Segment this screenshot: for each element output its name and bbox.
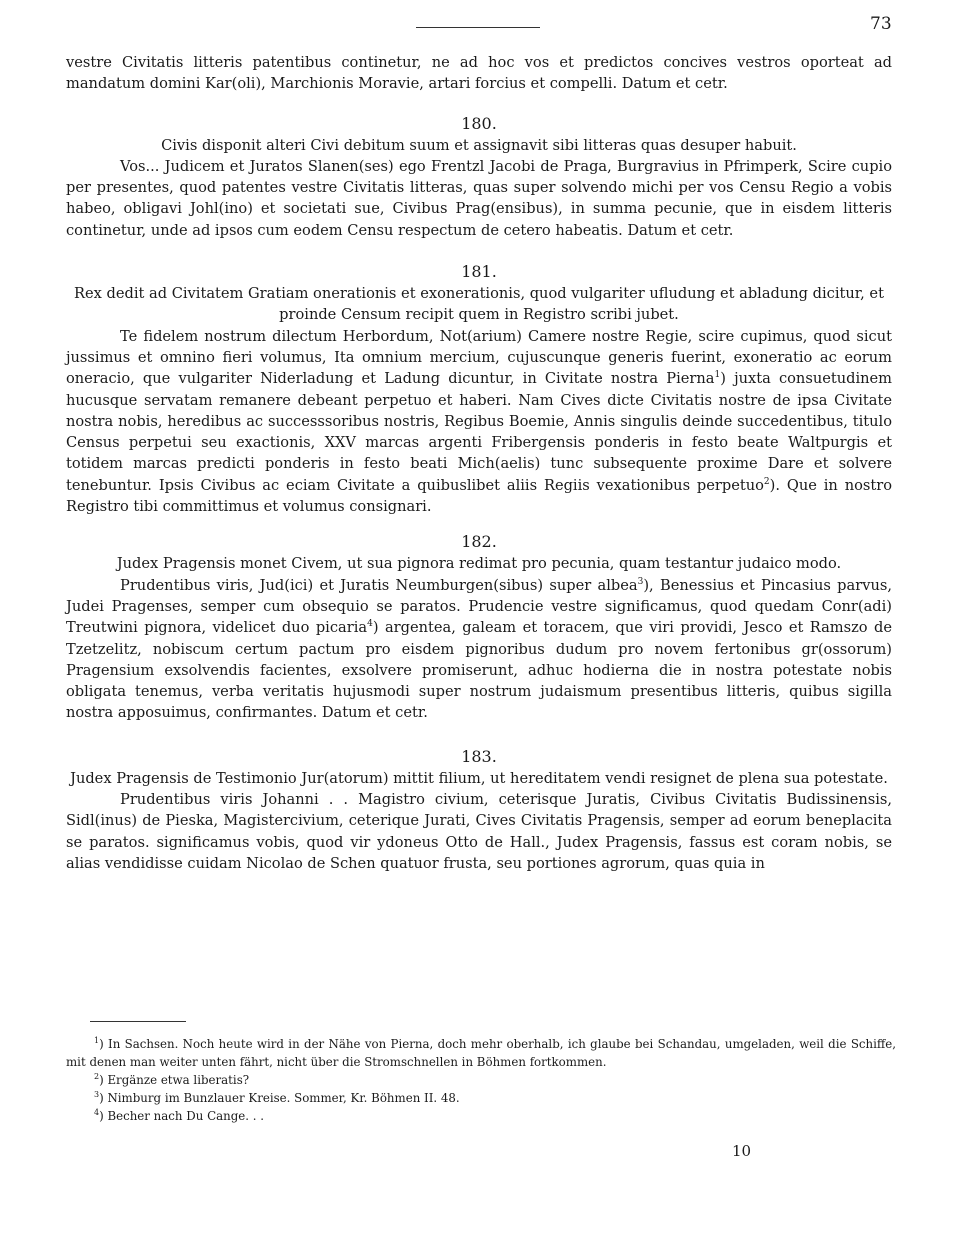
section-rubric: Rex dedit ad Civitatem Gratiam onerationis et exonerationis, quod vulgariter ufludung et abladung dicitur, et proinde Censum recipit quem in Registro scribi jubet.	[74, 285, 884, 324]
section-number: 181.	[461, 262, 497, 282]
section-paragraph: Prudentibus viris, Jud(ici) et Juratis Neumburgen(sibus) super albea$^3$), Benessius et Pincasius parvus, Judei Pragenses, semper cum obsequio se paratos. Prudencie vestre significamus, quod quedam Conr(adi) Treutwini pignora, videlicet duo picaria$^4$) argentea, galeam et toracem, que viri providi, Jesco et Ramszo de Tzetzelitz, nobiscum certum pactum pro eisdem pignoribus dudum pro novem fertonibus gr(ossorum) Pragensium exsolvendis facientes, exsolvere promiserunt, adhuc hodierna die in nostra potestate nobis obligata tenemus, verba veritatis hujusmodi super nostrum judaismum presentibus litteris, quibus sigilla nostra apposuimus, confirmantes. Datum et cetr.	[66, 576, 892, 722]
section-number: 182.	[461, 532, 497, 552]
footnote	[66, 1071, 896, 1089]
section-paragraph: Te fidelem nostrum dilectum Herbordum, Not(arium) Camere nostre Regie, scire cupimus, quod sicut jussimus et omnino fieri volumus, Ita omnium mercium, cujuscunque generis fuerint, exoneratio ac eorum oneracio, que vulgariter Niderladung et Ladung dicuntur, in Civitate nostra Pierna$^1$) juxta consuetudinem hucusque servatam remanere debeant perpetuo et haberi. Nam Cives dicte Civitatis nostre de ipsa Civitate nostra nobis, heredibus ac successsoribus nostris, Regibus Boemie, Annis singulis deinde succedentibus, titulo Census perpetui seu exactionis, XXV marcas argenti Fribergensis ponderis in festo beate Waltpurgis et totidem marcas predicti ponderis in festo beati Mich(aelis) tunc subsequente proxime Dare et solvere tenebuntur. Ipsis Civibus ac eciam Civitate a quibuslibet aliis Regiis vexationibus perpetuo$^2$). Que in nostro Registro tibi committimus et volumus consignari.	[66, 327, 892, 516]
footnote-text: ) Nimburg im Bunzlauer Kreise. Sommer, Kr. Böhmen II. 48.	[99, 1091, 460, 1105]
footnote-ref: 4	[367, 619, 373, 630]
footnote-mark: 4	[94, 1108, 100, 1118]
section-rubric: Judex Pragensis monet Civem, ut sua pignora redimat pro pecunia, quam testantur judaico modo.	[116, 555, 842, 573]
footnote-ref: 3	[637, 576, 644, 587]
text-run: Te fidelem nostrum dilectum Herbordum, Not(arium) Camere nostre Regie, scire cupimus, quod sicut jussimus et omnino fieri volumus, Ita omnium mercium, cujuscunque generis fuerint, exoneratio ac eorum oneracio, que vulgariter Niderladung et Ladung dicuntur, in Civitate nostra Pierna	[66, 327, 892, 388]
footnote-ref: 2	[763, 476, 770, 487]
intro-paragraph: vestre Civitatis litteris patentibus continetur, ne ad hoc vos et predictos concives vestros oporteat ad mandatum domini Kar(oli), Marchionis Moravie, artari forcius et compelli. Datum et cetr.	[66, 54, 892, 93]
footnotes	[66, 1035, 896, 1125]
text-run: Que in nostro Registro tibi committimus et volumus consignari.	[66, 476, 892, 516]
header-rule	[416, 27, 540, 28]
text-run: argentea, galeam et toracem, que viri providi, Jesco et Ramszo de Tzetzelitz, nobiscum certum pactum pro eisdem pignoribus dudum pro novem fertonibus gr(ossorum) Pragensium exsolvendis facientes, exsolvere promiserunt, adhuc hodierna die in nostra potestate nobis obligata tenemus, verba veritatis hujusmodi super nostrum judaismum presentibus litteris, quibus sigilla nostra apposuimus, confirmantes. Datum et cetr.	[66, 619, 892, 722]
footnote-mark: 2	[94, 1072, 100, 1082]
footnote-ref: 1	[714, 370, 721, 381]
footnote	[66, 1035, 896, 1071]
main-text	[66, 52, 892, 874]
signature-mark: 10	[732, 1142, 752, 1160]
section-paragraph: Vos... Judicem et Juratos Slanen(ses) ego Frentzl Jacobi de Praga, Burgravius in Pfrimperk, Scire cupio per presentes, quod patentes vestre Civitatis litteras, quas super solvendo michi per vos Censu Regio a vobis habeo, obligavi Johl(ino) et societati sue, Civibus Prag(ensibus), in summa pecunie, que in eisdem litteris continetur, unde ad ipsos cum eodem Censu respectum de cetero habeatis. Datum et cetr.	[66, 157, 892, 239]
footnote-mark: 1	[94, 1036, 100, 1046]
page-number: 73	[870, 14, 892, 34]
footnote	[66, 1089, 896, 1107]
text-run: , Benessius et Pincasius parvus, Judei Pragenses, semper cum obsequio se paratos. Prudencie vestre significamus, quod quedam Conr(adi) Treutwini pignora, videlicet duo picaria	[66, 576, 892, 637]
section-number: 183.	[461, 746, 497, 766]
footnote-text: ) Ergänze etwa liberatis?	[99, 1073, 250, 1087]
section-rubric: Judex Pragensis de Testimonio Jur(atorum) mittit filium, ut hereditatem vendi resignet de plena sua potestate.	[70, 769, 888, 787]
section-number: 180.	[461, 113, 497, 133]
footnote-mark: 3	[94, 1090, 100, 1100]
section-rubric: Civis disponit alteri Civi debitum suum et assignavit sibi litteras quas desuper habuit.	[161, 136, 797, 154]
text-run: Prudentibus viris, Jud(ici) et Juratis Neumburgen(sibus) super albea	[120, 576, 638, 594]
footnote-text: ) In Sachsen. Noch heute wird in der Nähe von Pierna, doch mehr oberhalb, ich glaube bei Schandau, umgeladen, weil die Schiffe, mit denen man weiter unten fährt, nicht über die Stromschnellen in Böhmen fortkommen.	[66, 1037, 896, 1069]
text-run: juxta consuetudinem hucusque servatam remanere debeant perpetuo et haberi. Nam Cives dicte Civitatis nostre de ipsa Civitate nostra nobis, heredibus ac successsoribus nostris, Regibus Boemie, Annis singulis deinde succedentibus, titulo Census perpetui seu exactionis, XXV marcas argenti Fribergensis ponderis in festo beate Waltpurgis et totidem marcas predicti ponderis in festo beati Mich(aelis) tunc subsequente proxime Dare et solvere tenebuntur. Ipsis Civibus ac eciam Civitate a quibuslibet aliis Regiis vexationibus perpetuo	[66, 370, 892, 494]
footnote	[66, 1107, 896, 1125]
footnote-text: ) Becher nach Du Cange. . .	[99, 1109, 265, 1123]
footnote-rule	[90, 1021, 186, 1022]
section-paragraph: Prudentibus viris Johanni . . Magistro civium, ceterisque Juratis, Civibus Civitatis Budissinensis, Sidl(inus) de Pieska, Magistercivium, ceterique Jurati, Cives Civitatis Pragensis, semper ad eorum beneplacita se paratos. significamus vobis, quod vir ydoneus Otto de Hall., Judex Pragensis, fassus est coram nobis, se alias vendidisse cuidam Nicolao de Schen quatuor frusta, seu portiones agrorum, quas quia in	[66, 791, 892, 872]
